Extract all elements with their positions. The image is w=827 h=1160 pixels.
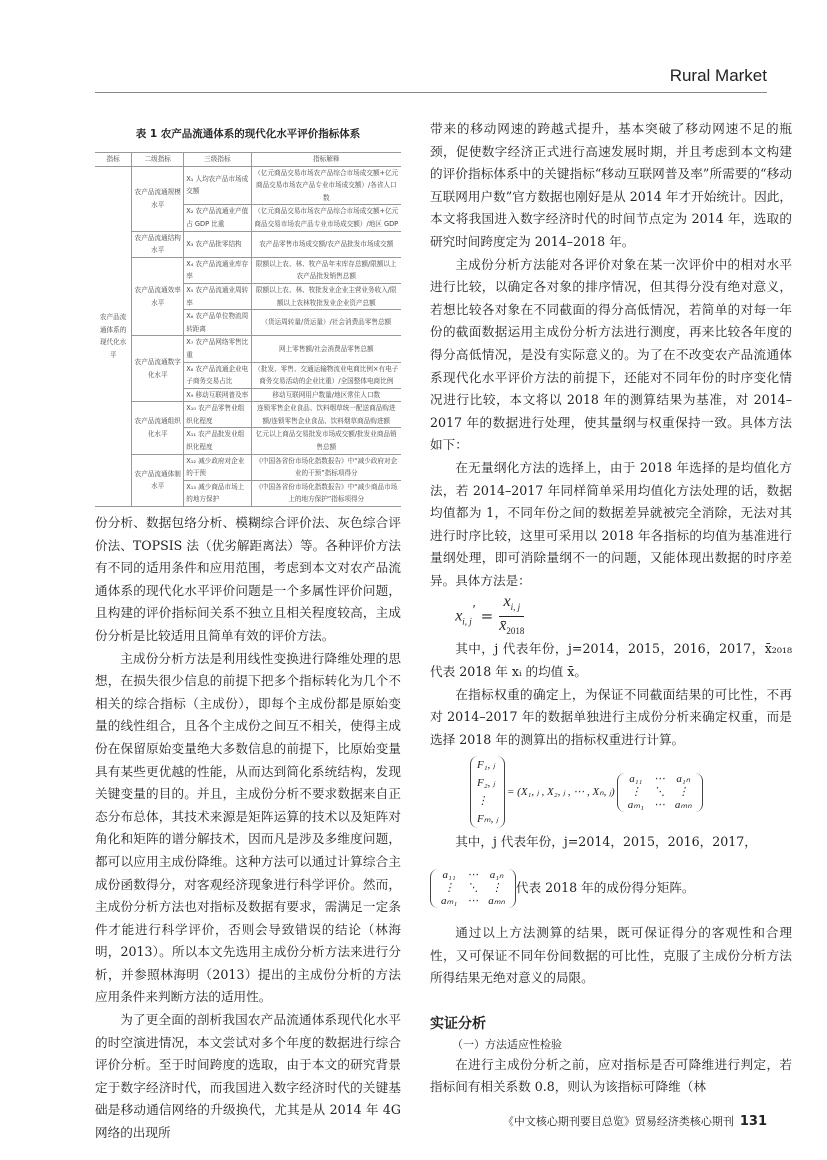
matrix-entry: ⋯ bbox=[467, 894, 479, 907]
paragraph: 通过以上方法测算的结果，既可保证得分的客观性和合理性，又可保证不同年份间数据的可比性，克服了主成份分析方法所得结果无绝对意义的局限。 bbox=[430, 925, 792, 986]
paragraph: 在无量纲化方法的选择上，由于 2018 年选择的是均值化方法，若 2014–2017 年同样简单采用均值化方法处理的话，数据均值都为 1，不同年份之间的数据差异就被完全消除，无法对其进行时序比较，这里可采用以 2018 年各指标的均值为基准进行量纲处理，即可消除量纲不一的问题，又能体现出数据的时序差异。具体方法是： bbox=[430, 459, 792, 588]
formula-sub: i, j bbox=[462, 616, 472, 627]
indicator-description: 移动互联网用户数量/地区常住人口数 bbox=[251, 388, 401, 402]
matrix-line bbox=[430, 858, 792, 918]
section-heading: 实证分析 bbox=[430, 1015, 486, 1032]
page-footer bbox=[503, 1113, 767, 1129]
paragraph: 为了更全面的剖析我国农产品流通体系现代化水平的时空演进情况，本文尝试对多个年度的数据进行综合评价分析。至于时间跨度的选取，由于本文的研究背景定于数字经济时代，而我国进入数字经济时代的关键基础是移动通信网络的升级换代，尤其是从 2014 年 4G 网络的出现所 bbox=[95, 1012, 401, 1141]
indicator-description: 网上零售额/社会消费品零售总额 bbox=[251, 336, 401, 362]
level2-indicator: 农产品流通规模水平 bbox=[132, 166, 184, 231]
level2-indicator: 农产品流通体制水平 bbox=[132, 454, 184, 506]
level3-indicator: X₃ 农产品批零结构 bbox=[184, 231, 251, 257]
level2-indicator: 农产品流通组织化水平 bbox=[132, 402, 184, 454]
matrix-entry: a₁ₙ bbox=[676, 772, 691, 785]
matrix-row bbox=[623, 786, 697, 799]
numerator-sub: i, j bbox=[510, 601, 521, 612]
matrix-entry: ⋯ bbox=[653, 798, 665, 811]
indicator-description: （亿元商品交易市场农产品综合市场成交额+亿元商品交易市场农产品专业市场成交额）/各省人口数 bbox=[251, 166, 401, 205]
matrix-entry: a₁₁ bbox=[442, 868, 456, 881]
level3-indicator: X₁₁ 农产品批发业组织化程度 bbox=[184, 428, 251, 454]
vector-entry: ⋮ bbox=[477, 795, 488, 808]
matrix-entry: ⋮ bbox=[443, 881, 455, 894]
indicator-description: 限额以上农、林、牧产品年末库存总额/限额以上农产品批发销售总额 bbox=[251, 257, 401, 283]
level3-indicator: X₇ 农产品网络零售比重 bbox=[184, 336, 251, 362]
numerator: x bbox=[503, 592, 511, 610]
table-header-row bbox=[95, 153, 401, 167]
matrix-row bbox=[623, 799, 697, 812]
level3-indicator: X₂ 农产品流通业产值占 GDP 比重 bbox=[184, 205, 251, 231]
score-matrix bbox=[430, 869, 516, 908]
indicator-description: （货运周转量/货运量）/社会消费品零售总额 bbox=[251, 310, 401, 336]
table-row bbox=[95, 336, 401, 362]
level3-indicator: X₁₂ 减少政府对企业的干预 bbox=[184, 454, 251, 480]
indicator-description: 农产品零售市场成交额/农产品批发市场成交额 bbox=[251, 231, 401, 257]
matrix-row bbox=[623, 773, 697, 786]
paragraph: 主成份分析方法是利用线性变换进行降维处理的思想，在损失很少信息的前提下把多个指标转化为几个不相关的综合指标（主成份），即每个主成份都是原始变量的线性组合，且各个主成份之间互不相关，使得主成份在保留原始变量绝大多数信息的前提下，比原始变量具有某些更优越的性能，从而达到简化系统结构，发现关键变量的目的。并且，主成份分析不要求数据来自正态分布总体，其技术来源是矩阵运算的技术以及矩阵对角化和矩阵的谱分解技术，因而凡是涉及多维度问题，都可以应用主成份降维。这种方法可以通过计算综合主成份函数得分，对客观经济现象进行科学评价。然而，主成份分析方法也对指标及数据有要求，需满足一定条件才能进行科学评价，否则会导致错误的结论（林海明，2013）。所以本文先选用主成份分析方法来进行分析，并参照林海明（2013）提出的主成份分析的方法应用条件来判断方法的适用性。 bbox=[95, 650, 401, 1005]
indicator-table bbox=[95, 152, 401, 507]
matrix-entry: a₁ₙ bbox=[489, 868, 504, 881]
formula-fraction bbox=[499, 593, 524, 640]
level3-indicator: X₄ 农产品流通业库存率 bbox=[184, 257, 251, 283]
level3-indicator: X₆ 农产品单位物流周转距离 bbox=[184, 310, 251, 336]
column-header: 指标解释 bbox=[251, 153, 401, 167]
level3-indicator: X₁₃ 减少商品市场上的地方保护 bbox=[184, 480, 251, 506]
left-column bbox=[95, 512, 401, 1145]
formula-lhs: x bbox=[455, 607, 463, 625]
paragraph: 在进行主成份分析之前，应对指标是否可降维进行判定，若指标间有相关系数 0.8，则认为该指标可降维（林 bbox=[430, 1056, 792, 1095]
indicator-description: 连锁零售企业食品、饮料烟草统一配送商品购进额/连锁零售企业食品、饮料烟草商品购进额 bbox=[251, 402, 401, 428]
table-row bbox=[95, 231, 401, 257]
indicator-description: 限额以上农、林、牧批发业企业主营业务收入/限额以上农林牧批发业企业资产总额 bbox=[251, 283, 401, 309]
page-number: 131 bbox=[739, 1114, 767, 1129]
table-row bbox=[95, 454, 401, 480]
indicator-description: 《中国各省份市场化指数报告》中“减少政府对企业的干预”指标项得分 bbox=[251, 454, 401, 480]
matrix-entry: aₘₙ bbox=[674, 798, 692, 811]
footer-text: 《中文核心期刊要目总览》贸易经济类核心期刊 bbox=[502, 1115, 734, 1128]
coefficient-matrix bbox=[617, 773, 703, 812]
formula-rhs: = (X₁, ⱼ , X₂, ⱼ , ⋯ , Xₙ, ⱼ) bbox=[507, 786, 615, 799]
indicator-description: 《中国各省份市场化指数报告》中“减少商品市场上的地方保护”指标项得分 bbox=[251, 480, 401, 506]
level2-indicator: 农产品流通结构水平 bbox=[132, 231, 184, 257]
matrix-row bbox=[436, 895, 510, 908]
matrix-entry: aₘ₁ bbox=[441, 894, 458, 907]
level1-indicator: 农产品流通体系的现代化水平 bbox=[95, 166, 132, 506]
matrix-entry: ⋱ bbox=[467, 881, 479, 894]
subsection-heading: （一）方法适应性检验 bbox=[452, 1037, 562, 1051]
level3-indicator: X₉ 移动互联网普及率 bbox=[184, 388, 251, 402]
indicator-description: 亿元以上商品交易批发市场成交额/批发业商品销售总额 bbox=[251, 428, 401, 454]
journal-header: Rural Market bbox=[669, 66, 767, 85]
level3-indicator: X₈ 农产品流通企业电子商务交易占比 bbox=[184, 362, 251, 388]
level2-indicator: 农产品流通数字化水平 bbox=[132, 336, 184, 402]
matrix-entry: ⋯ bbox=[467, 868, 479, 881]
denominator: x̄ bbox=[499, 616, 507, 634]
score-formula bbox=[470, 753, 792, 831]
indicator-description: （亿元商品交易市场农产品综合市场成交额+亿元商品交易市场农产品专业市场成交额）/地区 GDP bbox=[251, 205, 401, 231]
matrix-entry: ⋱ bbox=[653, 785, 665, 798]
level3-indicator: X₁ 人均农产品市场成交额 bbox=[184, 166, 251, 205]
matrix-grid bbox=[623, 773, 697, 812]
paragraph: 其中，j 代表年份，j=2014，2015，2016，2017，x̄₂₀₁₈ 代表 2018 年 xᵢ 的均值 x̄。 bbox=[430, 641, 792, 680]
matrix-entry: ⋮ bbox=[630, 785, 642, 798]
level3-indicator: X₁₀ 农产品零售业组织化程度 bbox=[184, 402, 251, 428]
vector-entry: Fₘ, ⱼ bbox=[477, 813, 498, 826]
matrix-caption: 代表 2018 年的成份得分矩阵。 bbox=[515, 879, 695, 895]
level2-indicator: 农产品流通效率水平 bbox=[132, 257, 184, 336]
level3-indicator: X₅ 农产品流通业周转率 bbox=[184, 283, 251, 309]
formula-equals: = bbox=[480, 607, 494, 626]
matrix-entry: ⋯ bbox=[653, 772, 665, 785]
matrix-entry: aₘ₁ bbox=[627, 798, 644, 811]
matrix-grid bbox=[436, 869, 510, 908]
matrix-entry: ⋮ bbox=[491, 881, 503, 894]
score-vector bbox=[470, 756, 505, 828]
matrix-entry: ⋮ bbox=[677, 785, 689, 798]
indicator-description: （批发、零售、交通运输物流业电商比例×有电子商务交易活动的企业比重）/全国整体电商比例 bbox=[251, 362, 401, 388]
vector-entry: F₂, ⱼ bbox=[477, 777, 495, 790]
matrix-row bbox=[436, 869, 510, 882]
formula-prime: ' bbox=[471, 602, 475, 618]
table-row bbox=[95, 402, 401, 428]
paragraph: 份分析、数据包络分析、模糊综合评价法、灰色综合评价法、TOPSIS 法（优劣解距离法）等。各种评价方法有不同的适用条件和应用范围，考虑到本文对农产品流通体系的现代化水平评价问题是一个多属性评价问题，且构建的评价指标间关系不独立且相关程度较高，主成份分析是比较适用且简单有效的评价方法。 bbox=[95, 515, 401, 643]
header-divider bbox=[95, 92, 767, 93]
paragraph: 在指标权重的确定上，为保证不同截面结果的可比性，不再对 2014–2017 年的数据单独进行主成份分析来确定权重，而是选择 2018 年的测算出的指标权重进行计算。 bbox=[430, 686, 792, 747]
matrix-row bbox=[436, 882, 510, 895]
column-header: 二级指标 bbox=[132, 153, 184, 167]
normalization-formula bbox=[455, 592, 792, 637]
matrix-entry: a₁₁ bbox=[629, 772, 643, 785]
paragraph: 其中，j 代表年份，j=2014，2015，2016，2017， bbox=[455, 834, 757, 850]
matrix-entry: aₘₙ bbox=[488, 894, 505, 907]
table-row bbox=[95, 166, 401, 205]
paragraph: 带来的移动网速的跨越式提升，基本突破了移动网速不足的瓶颈，促使数字经济正式进行高速发展时期，并且考虑到本文构建的评价指标体系中的关键指标“移动互联网普及率”所需要的“移动互联网用户数”官方数据也刚好是从 2014 年才开始统计。因此，本文将我国进入数字经济时代的时间节点定为 2014 年，选取的研究时间跨度定为 2014–2018 年。 bbox=[430, 121, 792, 249]
column-header: 三级指标 bbox=[184, 153, 251, 167]
denominator-sub: 2018 bbox=[506, 626, 525, 637]
column-header: 指标 bbox=[95, 153, 132, 167]
table-row bbox=[95, 257, 401, 283]
paragraph: 主成份分析方法能对各评价对象在某一次评价中的相对水平进行比较，以确定各对象的排序情况，但其得分没有绝对意义，若想比较各对象在不同截面的得分高低情况，若简单的对每一年份的截面数据运用主成份分析方法进行测度，再来比较各年度的得分高低情况，是没有实际意义的。为了在不改变农产品流通体系现代化水平评价方法的前提下，还能对不同年份的时序变化情况进行比较，本文将以 2018 年的测算结果为基准，对 2014–2017 年的数据进行处理，使其量纲与权重保持一致。具体方法如下： bbox=[430, 256, 792, 453]
table-title: 表 1 农产品流通体系的现代化水平评价指标体系 bbox=[135, 128, 361, 140]
right-column bbox=[430, 118, 792, 1099]
vector-entry: F₁, ⱼ bbox=[477, 759, 495, 772]
